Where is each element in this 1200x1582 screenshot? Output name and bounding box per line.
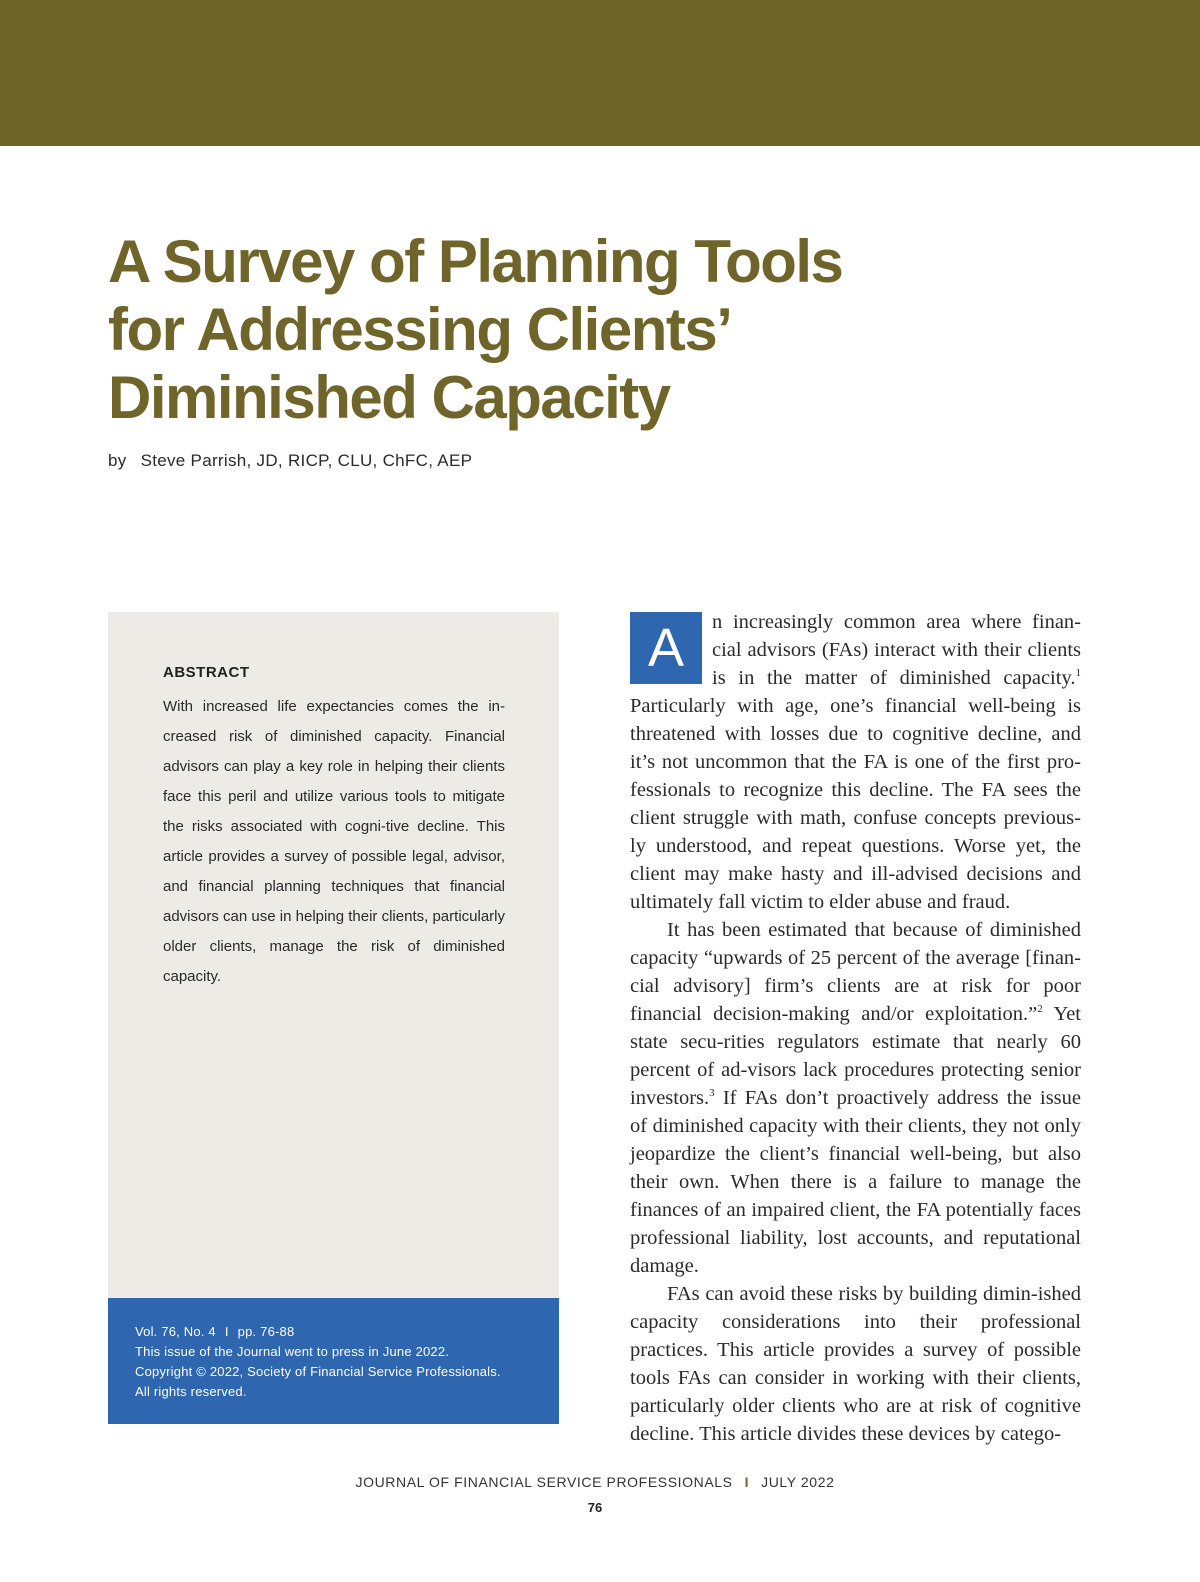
footnote-ref-1[interactable]: 1 <box>1075 667 1081 679</box>
byline <box>108 451 472 471</box>
issue-info-box <box>108 1298 559 1424</box>
page-number: 76 <box>587 1500 603 1515</box>
issue-date: JULY 2022 <box>761 1474 835 1490</box>
p2-part-b: Yet state secu-rities regulators estimate that nearly 60 percent of ad-visors lack procedures protecting senior investors. <box>630 1003 1081 1109</box>
body-paragraph-2 <box>630 916 1081 1280</box>
press-note: This issue of the Journal went to press in June 2022. <box>135 1344 450 1359</box>
title-line-3: Diminished Capacity <box>108 364 670 431</box>
abstract-heading: ABSTRACT <box>163 664 250 681</box>
volume-line <box>135 1322 501 1342</box>
footer-separator: I <box>744 1474 750 1490</box>
page-footer <box>0 1474 1190 1490</box>
volume: Vol. 76, No. 4 <box>135 1324 216 1339</box>
p1-part-b: Particularly with age, one’s financial well-being is threatened with losses due to cognitive decline, and it’s not uncommon that the FA is one of the first pro-fessionals to recognize this decline. The FA sees the client struggle with math, confuse concepts previous-ly understood, and repeat questions. Worse yet, the client may make hasty and ill-advised decisions and ultimately fall victim to elder abuse and fraud. <box>630 695 1081 913</box>
volume-separator: I <box>224 1324 229 1339</box>
p2-part-c: If FAs don’t proactively address the issue of diminished capacity with their clients, they not only jeopardize the client’s financial well-being, but also their own. When there is a failure to manage the finances of an impaired client, the FA potentially faces professional liability, lost accounts, and reputational damage. <box>630 1087 1081 1277</box>
body-paragraph-1 <box>630 608 1081 916</box>
rights: All rights reserved. <box>135 1384 247 1399</box>
article-body <box>630 608 1081 1448</box>
header-color-band <box>0 0 1200 146</box>
journal-name: JOURNAL OF FINANCIAL SERVICE PROFESSIONALS <box>355 1474 733 1490</box>
drop-cap: A <box>630 612 702 684</box>
p1-part-a: n increasingly common area where finan-cial advisors (FAs) interact with their clients is in the matter of diminished capacity. <box>712 611 1081 689</box>
footnote-ref-3[interactable]: 3 <box>709 1087 715 1099</box>
footnote-ref-2[interactable]: 2 <box>1037 1003 1043 1015</box>
copyright: Copyright © 2022, Society of Financial Service Professionals. <box>135 1364 501 1379</box>
byline-prefix: by <box>108 451 127 470</box>
title-line-1: A Survey of Planning Tools <box>108 228 843 295</box>
title-line-2: for Addressing Clients’ <box>108 296 732 363</box>
p2-part-a: It has been estimated that because of diminished capacity “upwards of 25 percent of the average [finan-cial advisory] firm’s clients are at risk for poor financial decision-making and/or exploitation.” <box>630 919 1081 1025</box>
body-paragraph-3: FAs can avoid these risks by building dimin-ished capacity considerations into their professional practices. This article provides a survey of possible tools FAs can consider in working with their clients, particularly older clients who are at risk of cognitive decline. This article divides these devices by catego- <box>630 1283 1081 1445</box>
author-name: Steve Parrish, JD, RICP, CLU, ChFC, AEP <box>140 451 473 470</box>
abstract-box <box>108 612 559 1298</box>
article-title <box>108 228 968 432</box>
page-range: pp. 76-88 <box>237 1324 295 1339</box>
abstract-text: With increased life expectancies comes the in-creased risk of diminished capacity. Financial advisors can play a key role in helping their clients face this peril and utilize various tools to mitigate the risks associated with cogni-tive decline. This article provides a survey of possible legal, advisor, and financial planning techniques that financial advisors can use in helping their clients, particularly older clients, manage the risk of diminished capacity. <box>163 698 505 985</box>
issue-info <box>135 1322 501 1402</box>
